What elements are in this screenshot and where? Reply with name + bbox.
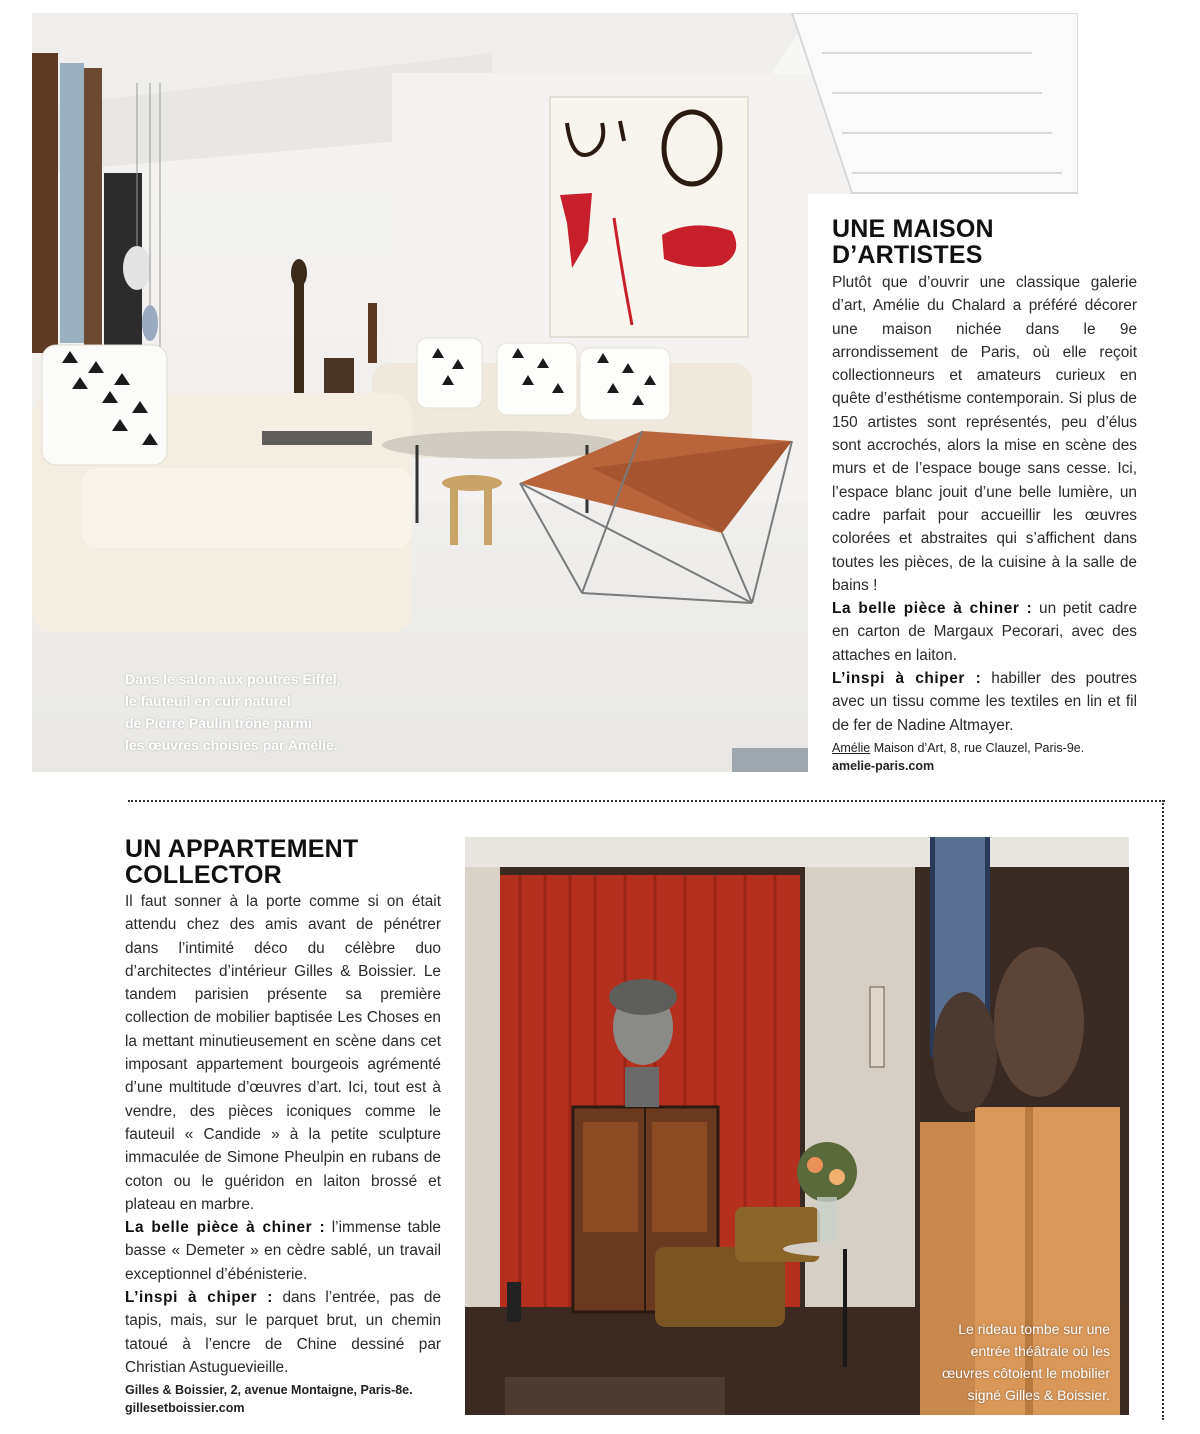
address-name: Amélie	[832, 740, 871, 755]
article-body: Il faut sonner à la porte comme si on était attendu chez des amis avant de pénétrer dans l’intimité déco du célèbre duo d’architectes d’intérieur Gilles & Boissier. Le tandem parisien présente sa première collection de mobilier baptisée Les Choses en la mettant minutieusement en scène dans cet imposant appartement bourgeois agrémenté d’une multitude d’œuvres d’art. Ici, tout est à vendre, des pièces iconiques comme le fauteuil « Candide » à la petite sculpture immaculée de Simone Pheulpin en rubans de coton ou le guéridon en laiton brossé et plateau en marbre. La belle pièce à chiner : l’immense table basse « Demeter » en cèdre sablé, un travail exceptionnel d’ébénisterie. L’inspi à chiper : dans l’entrée, pas de tapis, mais, sur le parquet brut, un chemin tatoué à l’encre de Chine dessiné par Christian Astuguevieille.	[125, 893, 442, 1376]
address-text: Gilles & Boissier, 2, avenue Montaigne, Paris-8e.	[125, 1383, 413, 1398]
dotted-separator-horizontal	[128, 800, 1165, 802]
address-block	[125, 1381, 441, 1417]
inspi-label: L’inspi à chiper :	[832, 670, 982, 688]
caption-line: entrée théâtrale où les	[970, 1343, 1110, 1359]
caption-line: œuvres côtoient le mobilier	[941, 1365, 1110, 1381]
inspi-label: L’inspi à chiper :	[125, 1289, 273, 1307]
address-block	[832, 739, 1137, 775]
piece-text: un petit cadre en carton de Margaux Pecorari, avec des attaches en laiton.	[832, 600, 1138, 664]
photo-caption-bottom	[905, 1318, 1110, 1406]
photo-caption-top	[125, 668, 425, 756]
address-rest: Maison d’Art, 8, rue Clauzel, Paris-9e.	[873, 740, 1085, 755]
website-link[interactable]: amelie-paris.com	[832, 758, 935, 773]
caption-line: Le rideau tombe sur une	[958, 1321, 1110, 1337]
caption-line: de Pierre Paulin trône parmi	[125, 715, 312, 731]
article-title: UN APPARTEMENT COLLECTOR	[125, 835, 359, 889]
piece-label: La belle pièce à chiner :	[832, 600, 1033, 618]
inspi-text: habiller des poutres avec un tissu comme les textiles en lin et fil de fer de Nadine Altmayer.	[832, 670, 1137, 734]
article-panel-maison	[808, 194, 1144, 776]
article-title: UNE MAISON D’ARTISTES	[832, 215, 994, 269]
caption-line: le fauteuil en cuir naturel	[125, 693, 291, 709]
dotted-separator-vertical	[1162, 800, 1164, 1420]
website-link[interactable]: gillesetboissier.com	[125, 1401, 245, 1416]
caption-line: les œuvres choisies par Amélie.	[125, 737, 338, 753]
piece-text: l’immense table basse « Demeter » en cèdre sablé, un travail exceptionnel d’ébénisterie.	[125, 1219, 441, 1283]
caption-line: Dans le salon aux poutres Eiffel,	[125, 671, 341, 687]
article-body: Plutôt que d’ouvrir une classique galerie d’art, Amélie du Chalard a préféré décorer une maison nichée dans le 9e arrondissement de Paris, où elle reçoit collectionneurs et amateurs curieux en quête d’esthétisme contemporain. Si plus de 150 artistes sont représentés, peu d’élus sont accrochés, alors la mise en scène des murs et de l’espace bouge sans cesse. Ici, l’espace blanc jouit d’une belle lumière, un cadre parfait pour accueillir les œuvres colorées et abstraites qui s’affichent dans toutes les pièces, de la cuisine à la salle de bains ! La belle pièce à chiner : un petit cadre en carton de Margaux Pecorari, avec des attaches en laiton. L’inspi à chiper : habiller des poutres avec un tissu comme les textiles en lin et fil de fer de Nadine Altmayer.	[832, 274, 1138, 734]
article-panel-appartement	[125, 836, 441, 1417]
caption-line: signé Gilles & Boissier.	[967, 1387, 1110, 1403]
piece-label: La belle pièce à chiner :	[125, 1219, 326, 1237]
inspi-text: dans l’entrée, pas de tapis, mais, sur le parquet brut, un chemin tatoué à l’encre de Chine dessiné par Christian Astuguevieille.	[125, 1289, 442, 1376]
